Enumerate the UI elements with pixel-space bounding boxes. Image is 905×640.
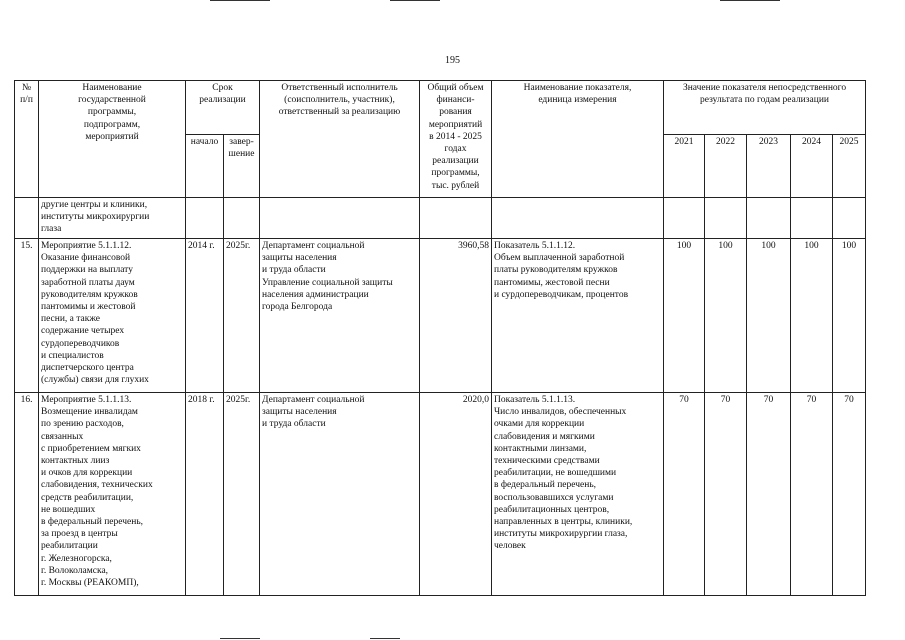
header-name: Наименование государственной программы, подпрограмм, мероприятий [39,81,186,198]
row-responsible [260,198,420,239]
page-number: 195 [445,55,460,66]
row-indicator: Показатель 5.1.1.12. Объем выплаченной заработной платы руководителям кружков пантомимы, жестовой песни и сурдопереводчикам, процентов [492,239,664,393]
header-year: 2025 [833,135,866,198]
row-responsible: Департамент социальной защиты населения и труда области [260,393,420,596]
row-name: другие центры и клиники, институты микрохирургии глаза [39,198,186,239]
row-funding: 2020,0 [420,393,492,596]
header-values: Значение показателя непосредственного результата по годам реализации [664,81,866,135]
row-end [224,198,260,239]
table-row [15,198,866,239]
row-name: Мероприятие 5.1.1.13. Возмещение инвалидам по зрению расходов, связанных с приобретением мягких контактных лииз и очков для коррекции слабовидения, технических средств реабилитации, не вошедших в федеральный перечень, за проезд в центры реабилитации г. Железногорска, г. Волоколамска, г. Москвы (РЕАКОМП), [39,393,186,596]
row-start [186,198,224,239]
scan-artifact-top [720,0,780,1]
header-funding: Общий объем финанси- рования мероприятий в 2014 - 2025 годах реализации программы, тыс. рублей [420,81,492,198]
row-value: 100 [747,239,791,393]
scan-artifact-bottom [220,638,260,639]
row-end: 2025г. [224,239,260,393]
row-start: 2014 г. [186,239,224,393]
row-value: 70 [705,393,747,596]
scan-artifact-bottom [370,638,400,639]
table-row [15,239,866,393]
row-num: 15. [15,239,39,393]
row-funding [420,198,492,239]
row-value [664,198,705,239]
program-table [14,80,866,596]
row-indicator: Показатель 5.1.1.13. Число инвалидов, обеспеченных очками для коррекции слабовидения и мягкими контактными линзами, техническими средствами реабилитации, не вошедшими в федеральный перечень, воспользовавшихся услугами реабилитационных центров, направленных в центры, клиники, институты микрохирургии глаза, человек [492,393,664,596]
row-value: 70 [747,393,791,596]
row-value: 100 [705,239,747,393]
scan-artifact-top [390,0,440,1]
row-responsible: Департамент социальной защиты населения и труда области Управление социальной защиты населения администрации города Белгорода [260,239,420,393]
row-value: 70 [664,393,705,596]
header-term: Срок реализации [186,81,260,135]
row-value: 100 [791,239,833,393]
header-year: 2022 [705,135,747,198]
row-num [15,198,39,239]
row-value [833,198,866,239]
header-year: 2024 [791,135,833,198]
header-year: 2023 [747,135,791,198]
table-row [15,393,866,596]
scan-artifact-top [210,0,270,1]
row-funding: 3960,58 [420,239,492,393]
header-responsible: Ответственный исполнитель (соисполнитель, участник), ответственный за реализацию [260,81,420,198]
row-start: 2018 г. [186,393,224,596]
row-value: 100 [664,239,705,393]
row-value: 100 [833,239,866,393]
row-end: 2025г. [224,393,260,596]
header-year: 2021 [664,135,705,198]
row-value: 70 [791,393,833,596]
row-name: Мероприятие 5.1.1.12. Оказание финансовой поддержки на выплату заработной платы даум руководителям кружков пантомимы и жестовой песни, а также содержание четырех сурдопереводчиков и специалистов диспетчерского центра (службы) связи для глухих [39,239,186,393]
row-value [791,198,833,239]
row-indicator [492,198,664,239]
row-value [747,198,791,239]
header-term-end: завер- шение [224,135,260,198]
row-num: 16. [15,393,39,596]
row-value [705,198,747,239]
header-num: № п/п [15,81,39,198]
header-indicator: Наименование показателя, единица измерения [492,81,664,198]
header-term-start: начало [186,135,224,198]
row-value: 70 [833,393,866,596]
